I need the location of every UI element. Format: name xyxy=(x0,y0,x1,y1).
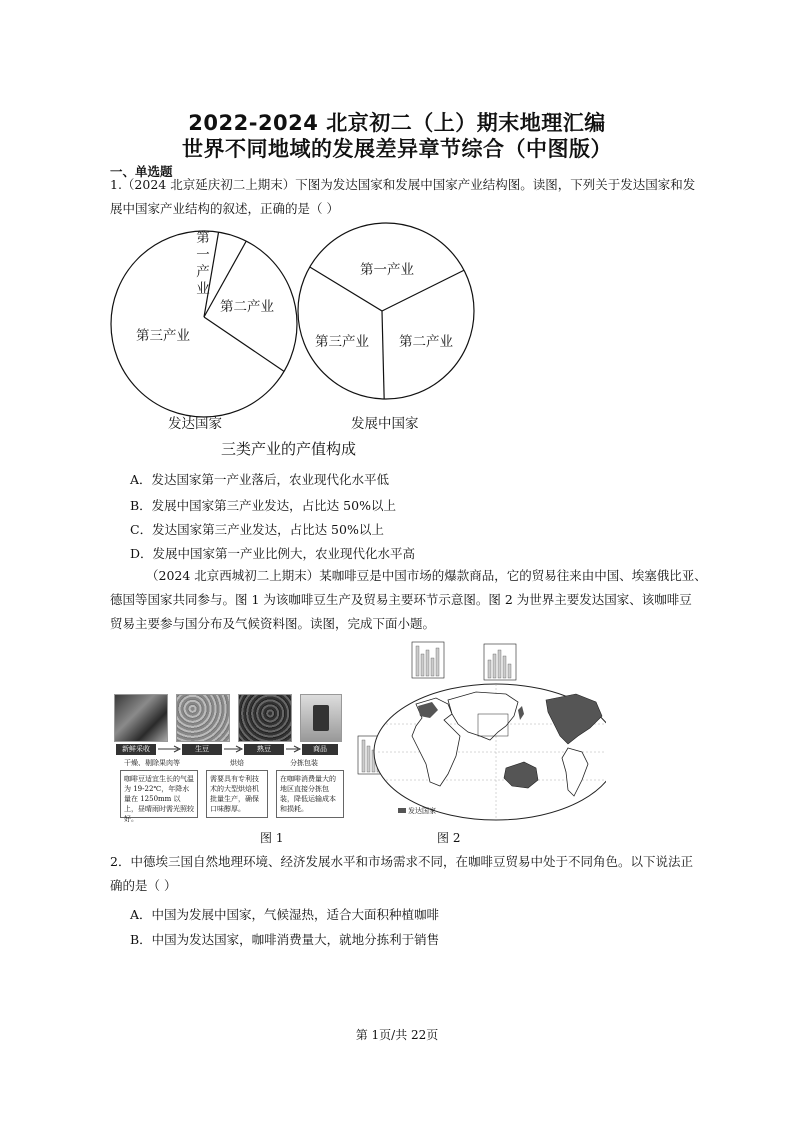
step-pack: 分拣包装 xyxy=(290,759,318,767)
pie1-name: 发达国家 xyxy=(168,416,222,432)
pie-developing xyxy=(298,223,474,399)
section-label: 一、单选题 xyxy=(110,164,173,179)
q1-option-b[interactable]: B．发展中国家第三产业发达，占比达 50%以上 xyxy=(130,498,396,513)
page-number: 第 1页/共 22页 xyxy=(355,1028,439,1042)
pie2-label-primary: 第一产业 xyxy=(360,262,414,278)
green-bean-photo xyxy=(176,694,230,742)
product-photo xyxy=(300,694,342,742)
climate-chart-top-left xyxy=(412,642,444,678)
page-title-line1: 2022-2024 北京初二（上）期末地理汇编 xyxy=(188,111,606,135)
q1-stem xyxy=(110,173,710,221)
pie-outline xyxy=(298,223,474,399)
q2-option-b[interactable]: B．中国为发达国家，咖啡消费量大，就地分拣利于销售 xyxy=(130,932,440,947)
step-roast: 烘焙 xyxy=(230,759,244,767)
pie1-label-primary: 第 一 产 业 xyxy=(196,230,210,297)
figure-2-caption: 图 2 xyxy=(437,831,461,845)
climate-chart-top-right xyxy=(484,644,516,680)
step-dry: 干燥、剔除果肉等 xyxy=(124,759,180,767)
passage-line1: （2024 北京西城初二上期末）某咖啡豆是中国市场的爆款商品，它的贸易往来由中国、埃塞俄比亚、 xyxy=(146,568,707,583)
stage-roasted: 熟豆 xyxy=(244,744,284,755)
q1-option-a[interactable]: A．发达国家第一产业落后，农业现代化水平低 xyxy=(130,472,390,487)
note-packing: 在咖啡消费量大的地区直接分拣包装，降低运输成本和损耗。 xyxy=(276,770,344,818)
q2-stem-line2: 确的是（ ） xyxy=(110,878,177,893)
q1-stem-line2: 展中国家产业结构的叙述，正确的是（ ） xyxy=(110,201,339,216)
figure-1 xyxy=(114,694,348,823)
roasted-bean-photo xyxy=(238,694,292,742)
pie1-label-tertiary: 第三产业 xyxy=(136,328,190,344)
note-growing: 咖啡豆适宜生长的气温为 19-22℃，年降水量在 1250mm 以上，昼晴雨时需光照较好。 xyxy=(120,770,198,818)
passage-line2: 德国等国家共同参与。图 1 为该咖啡豆生产及贸易主要环节示意图。图 2 为世界主要发达国家、该咖啡豆 xyxy=(110,592,692,607)
q2-stem xyxy=(110,850,710,898)
q2-stem-line1: 2．中德埃三国自然地理环境、经济发展水平和市场需求不同，在咖啡豆贸易中处于不同角色。以下说法正 xyxy=(110,854,693,869)
q1-option-d[interactable]: D．发展中国家第一产业比例大，农业现代化水平高 xyxy=(130,546,416,561)
page-title-line2: 世界不同地域的发展差异章节综合（中图版） xyxy=(182,137,612,161)
pie2-label-tertiary: 第三产业 xyxy=(315,334,369,350)
chart-title: 三类产业的产值构成 xyxy=(221,440,357,458)
pie2-name: 发展中国家 xyxy=(351,416,419,432)
note-roasting: 需要具有专利技术的大型烘焙机批量生产，确保口味醇厚。 xyxy=(206,770,268,818)
fresh-coffee-photo xyxy=(114,694,168,742)
pie1-label-secondary: 第二产业 xyxy=(220,299,274,315)
map-legend-label: 发达国家 xyxy=(408,807,436,815)
pie2-label-secondary: 第二产业 xyxy=(399,334,453,350)
figure-2-map xyxy=(356,640,606,824)
stage-fresh: 新鲜采收 xyxy=(116,744,156,755)
passage xyxy=(110,564,710,636)
q1-option-c[interactable]: C．发达国家第三产业发达，占比达 50%以上 xyxy=(130,522,384,537)
figure-1-caption: 图 1 xyxy=(260,831,284,845)
passage-line3: 贸易主要参与国分布及气候资料图。读图，完成下面小题。 xyxy=(110,616,436,631)
q1-stem-line1: 1.（2024 北京延庆初二上期末）下图为发达国家和发展中国家产业结构图。读图，下列关于发达国家和发 xyxy=(110,177,696,192)
stage-product: 商品 xyxy=(302,744,338,755)
stage-green: 生豆 xyxy=(182,744,222,755)
stage-arrows xyxy=(114,742,348,758)
q2-option-a[interactable]: A．中国为发展中国家，气候湿热，适合大面积种植咖啡 xyxy=(130,907,440,922)
